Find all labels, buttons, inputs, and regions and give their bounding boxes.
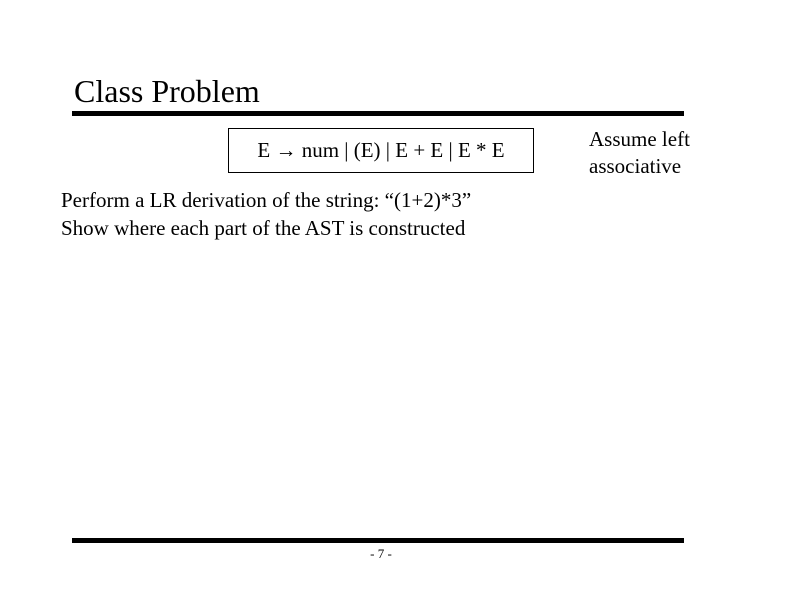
- instruction-line-2: Show where each part of the AST is constructed: [61, 216, 466, 240]
- side-note-line-2: associative: [589, 154, 682, 178]
- title-divider: [72, 111, 684, 116]
- footer-divider: [72, 538, 684, 543]
- slide-title: Class Problem: [74, 73, 260, 109]
- side-note-line-1: Assume left: [589, 127, 690, 151]
- side-note: [589, 126, 690, 180]
- grammar-box: E → num | (E) | E + E | E * E: [228, 128, 534, 173]
- page-number: - 7 -: [370, 546, 392, 561]
- instruction-line-1: Perform a LR derivation of the string: “(1+2)*3”: [61, 188, 472, 212]
- instructions: [61, 186, 471, 242]
